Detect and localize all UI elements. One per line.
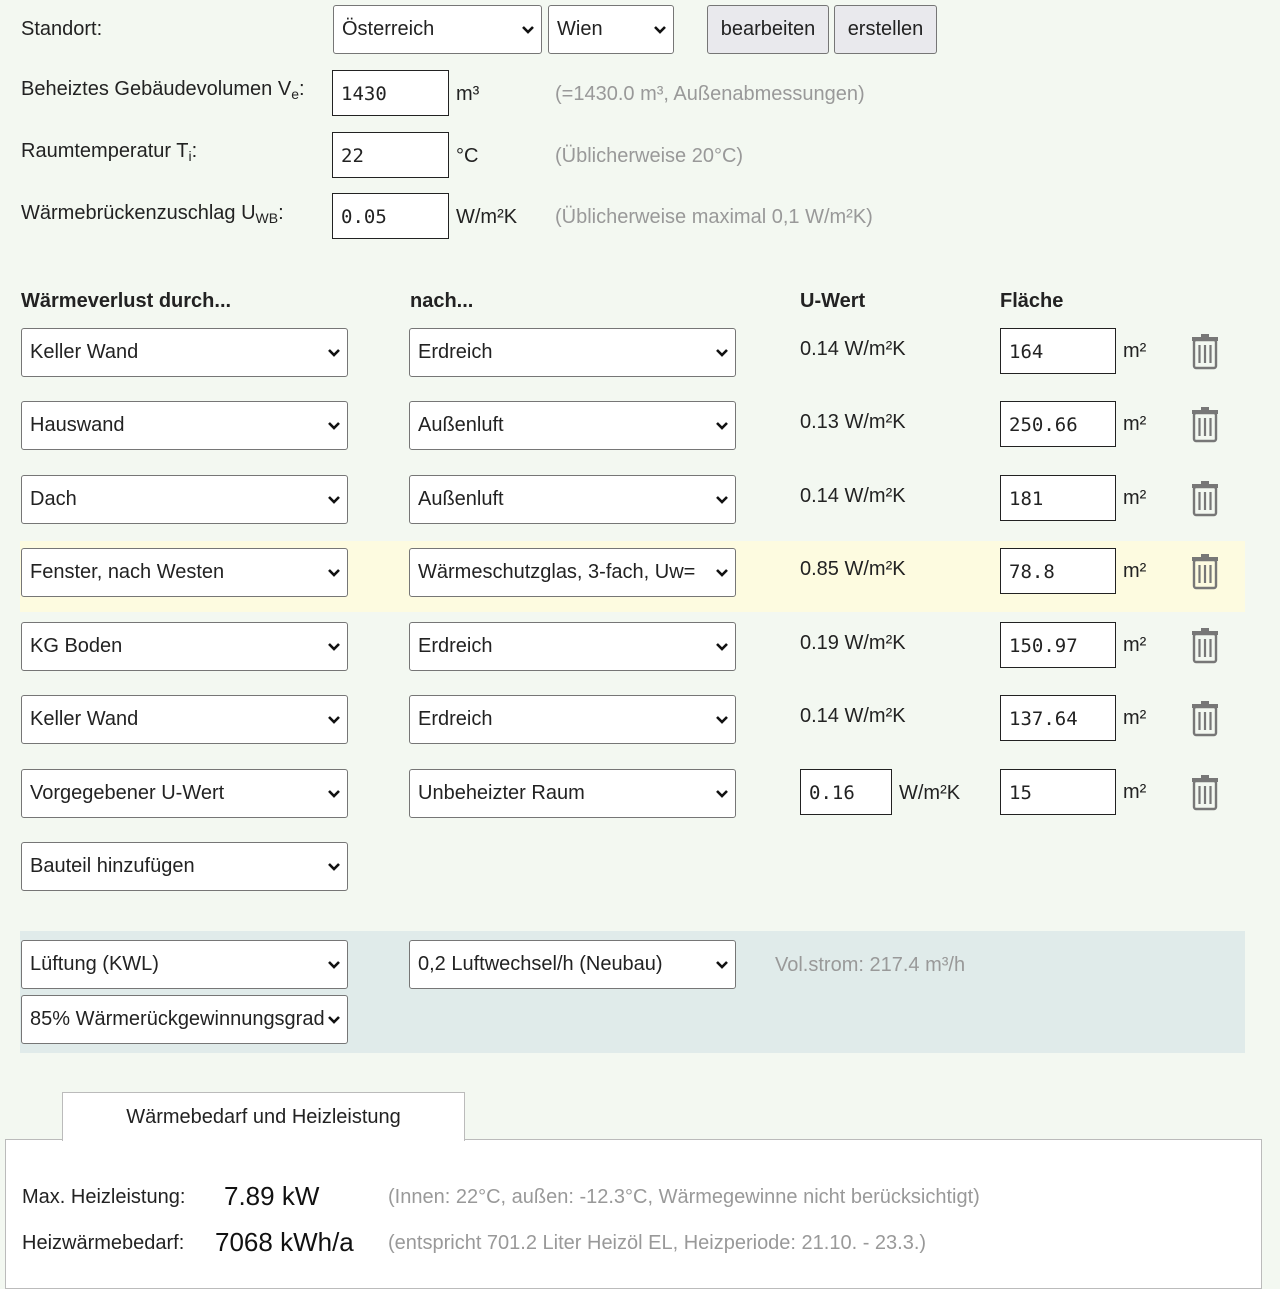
component-select[interactable] [21,401,348,450]
add-component-label: Bauteil hinzufügen [30,855,195,877]
area-input[interactable]: 150.97 [1000,622,1116,668]
chevron-down-icon [715,495,729,505]
chevron-down-icon [715,789,729,799]
area-unit: m² [1123,781,1147,803]
chevron-down-icon [521,25,535,35]
results-panel [5,1139,1262,1289]
heat-recovery-select[interactable] [21,995,348,1044]
target-value: Erdreich [418,341,493,363]
air-change-select[interactable] [409,940,736,989]
target-value: Erdreich [418,708,493,730]
target-value: Wärmeschutzglas, 3-fach, Uw= [418,561,696,583]
chevron-down-icon [715,421,729,431]
area-unit: m² [1123,413,1147,435]
trash-icon[interactable] [1191,407,1219,443]
chevron-down-icon [715,348,729,358]
target-select[interactable] [409,475,736,524]
chevron-down-icon [327,862,341,872]
trash-icon[interactable] [1191,701,1219,737]
chevron-down-icon [715,715,729,725]
thermal-bridge-unit: W/m²K [456,206,518,228]
temperature-unit: °C [456,145,479,167]
chevron-down-icon [327,568,341,578]
trash-icon[interactable] [1191,554,1219,590]
header-u-value: U-Wert [800,290,866,312]
u-value-unit: W/m²K [899,782,961,804]
component-select[interactable] [21,548,348,597]
header-component: Wärmeverlust durch... [21,290,232,312]
temperature-hint: (Üblicherweise 20°C) [555,145,744,167]
chevron-down-icon [327,960,341,970]
u-value-text: 0.19 W/m²K [800,632,906,654]
chevron-down-icon [653,25,667,35]
thermal-bridge-input[interactable]: 0.05 [332,193,449,239]
tab-heat-demand[interactable]: Wärmebedarf und Heizleistung [62,1092,465,1141]
create-button[interactable]: erstellen [834,5,937,54]
ventilation-type-select[interactable] [21,940,348,989]
target-select[interactable] [409,695,736,744]
location-label: Standort: [21,18,103,40]
area-input[interactable]: 78.8 [1000,548,1116,594]
city-select[interactable] [548,5,674,54]
component-value: Hauswand [30,414,125,436]
component-select[interactable] [21,769,348,818]
component-value: KG Boden [30,635,123,657]
volume-flow-text: Vol.strom: 217.4 m³/h [775,954,966,976]
chevron-down-icon [327,642,341,652]
component-value: Vorgegebener U-Wert [30,782,225,804]
target-value: Erdreich [418,635,493,657]
area-input[interactable]: 137.64 [1000,695,1116,741]
u-value-input[interactable]: 0.16 [800,769,892,815]
temperature-label: Raumtemperatur $T_i$: [21,140,198,164]
component-select[interactable] [21,328,348,377]
heat-demand-label: Heizwärmebedarf: [22,1232,185,1254]
volume-unit: m³ [456,83,480,105]
air-change-value: 0,2 Luftwechsel/h (Neubau) [418,953,663,975]
trash-icon[interactable] [1191,481,1219,517]
component-select[interactable] [21,695,348,744]
trash-icon[interactable] [1191,334,1219,370]
area-input[interactable]: 181 [1000,475,1116,521]
area-input[interactable]: 164 [1000,328,1116,374]
add-component-select[interactable] [21,842,348,891]
max-heating-note: (Innen: 22°C, außen: -12.3°C, Wärmegewinne nicht berücksichtigt) [388,1186,980,1208]
city-value: Wien [557,18,603,40]
target-select[interactable] [409,401,736,450]
u-value-text: 0.13 W/m²K [800,411,906,433]
target-value: Außenluft [418,414,504,436]
component-value: Keller Wand [30,341,139,363]
country-value: Österreich [342,18,435,40]
temperature-input[interactable]: 22 [332,132,449,178]
max-heating-label: Max. Heizleistung: [22,1186,186,1208]
target-value: Unbeheizter Raum [418,782,585,804]
target-select[interactable] [409,769,736,818]
component-value: Keller Wand [30,708,139,730]
heat-recovery-value: 85% Wärmerückgewinnungsgrad [30,1008,325,1030]
ventilation-type-value: Lüftung (KWL) [30,953,159,975]
heat-demand-value: 7068 kWh/a [215,1227,354,1257]
u-value-text: 0.85 W/m²K [800,558,906,580]
area-input[interactable]: 15 [1000,769,1116,815]
target-select[interactable] [409,328,736,377]
trash-icon[interactable] [1191,775,1219,811]
area-unit: m² [1123,487,1147,509]
area-input[interactable]: 250.66 [1000,401,1116,447]
target-select[interactable] [409,548,736,597]
area-unit: m² [1123,707,1147,729]
trash-icon[interactable] [1191,628,1219,664]
area-unit: m² [1123,340,1147,362]
target-value: Außenluft [418,488,504,510]
volume-label: Beheiztes Gebäudevolumen $V_e$: [21,78,305,102]
component-select[interactable] [21,475,348,524]
heat-demand-note: (entspricht 701.2 Liter Heizöl EL, Heizperiode: 21.10. - 23.3.) [388,1232,927,1254]
u-value-text: 0.14 W/m²K [800,485,906,507]
header-area: Fläche [1000,290,1064,312]
chevron-down-icon [327,715,341,725]
chevron-down-icon [327,1015,341,1025]
chevron-down-icon [327,789,341,799]
chevron-down-icon [715,568,729,578]
volume-hint: (=1430.0 m³, Außenabmessungen) [555,83,865,105]
thermal-bridge-hint: (Üblicherweise maximal 0,1 W/m²K) [555,206,873,228]
component-value: Dach [30,488,77,510]
chevron-down-icon [715,642,729,652]
chevron-down-icon [327,495,341,505]
u-value-text: 0.14 W/m²K [800,705,906,727]
component-select[interactable] [21,622,348,671]
area-unit: m² [1123,560,1147,582]
target-select[interactable] [409,622,736,671]
chevron-down-icon [327,421,341,431]
thermal-bridge-label: Wärmebrückenzuschlag $U_{WB}$: [21,202,284,226]
component-value: Fenster, nach Westen [30,561,225,583]
edit-button[interactable]: bearbeiten [707,5,829,54]
chevron-down-icon [327,348,341,358]
max-heating-value: 7.89 kW [224,1181,320,1211]
volume-input[interactable]: 1430 [332,70,449,116]
header-to: nach... [410,290,474,312]
country-select[interactable] [333,5,542,54]
chevron-down-icon [715,960,729,970]
area-unit: m² [1123,634,1147,656]
u-value-text: 0.14 W/m²K [800,338,906,360]
